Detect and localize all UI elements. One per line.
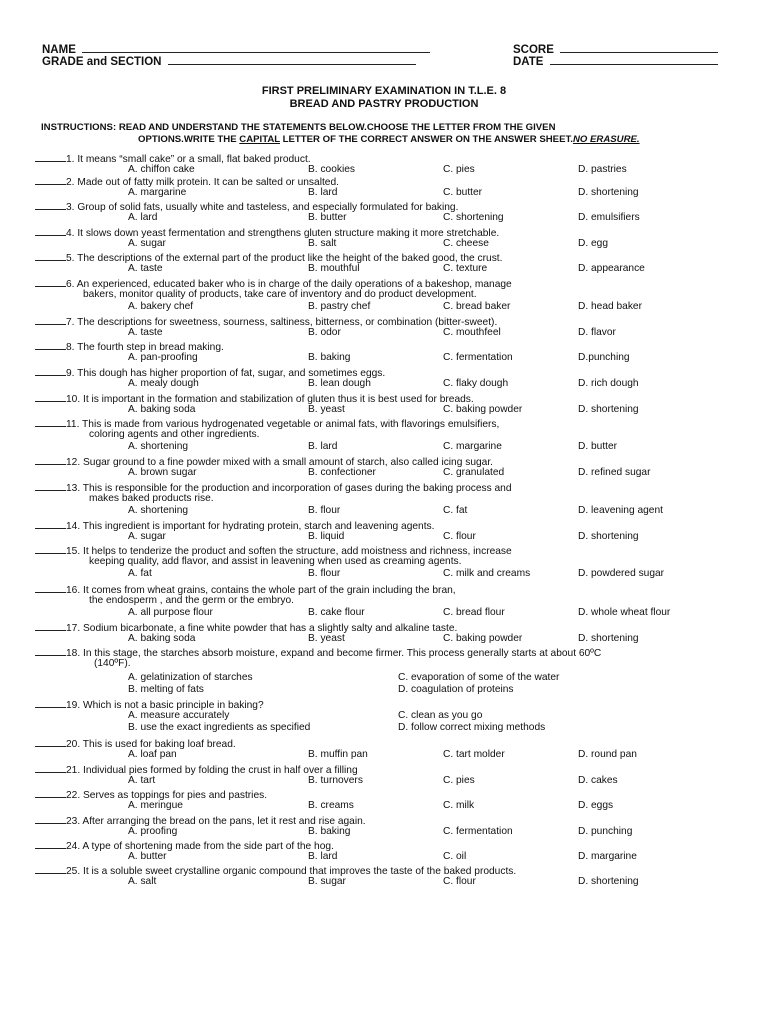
answer-blank[interactable] bbox=[35, 277, 66, 287]
question-text: 21. Individual pies formed by folding the crust in half over a filling bbox=[66, 765, 358, 776]
choice-b: B. yeast bbox=[308, 404, 345, 415]
question-text: 23. After arranging the bread on the pans, let it rest and rise again. bbox=[66, 816, 366, 827]
choice-a: A. butter bbox=[128, 851, 167, 862]
question-text-continued: makes baked products rise. bbox=[89, 493, 214, 504]
question-text: 18. In this stage, the starches absorb moisture, expand and become firmer. This process generally starts at about 60ºC bbox=[66, 648, 602, 659]
name-label: NAME bbox=[42, 44, 76, 56]
choice-a: A. lard bbox=[128, 212, 158, 223]
answer-blank[interactable] bbox=[35, 839, 66, 849]
instructions bbox=[41, 122, 741, 146]
choice-a: A. tart bbox=[128, 775, 156, 786]
choice-c: C. fermentation bbox=[443, 826, 513, 837]
choice-c: C. flaky dough bbox=[443, 378, 509, 389]
choice-a: A. brown sugar bbox=[128, 467, 197, 478]
answer-blank[interactable] bbox=[35, 226, 66, 236]
question-text-continued: the endosperm , and the germ or the embryo. bbox=[89, 595, 294, 606]
choice-b: B. odor bbox=[308, 327, 341, 338]
choice-c: C. butter bbox=[443, 187, 483, 198]
question-stem bbox=[35, 839, 334, 853]
answer-blank[interactable] bbox=[35, 814, 66, 824]
choice-c: C. milk bbox=[443, 800, 475, 811]
choice-d: D. head baker bbox=[578, 301, 642, 312]
choice-a: A. pan-proofing bbox=[128, 352, 198, 363]
question-text: 20. This is used for baking loaf bread. bbox=[66, 739, 236, 750]
choice-d: D. follow correct mixing methods bbox=[398, 722, 546, 733]
answer-blank[interactable] bbox=[35, 583, 66, 593]
question-text: 15. It helps to tenderize the product and soften the structure, add moistness and richness, increase bbox=[66, 546, 512, 557]
answer-blank[interactable] bbox=[35, 455, 66, 465]
choice-a: A. fat bbox=[128, 568, 152, 579]
choice-d: D. eggs bbox=[578, 800, 614, 811]
question-text: 11. This is made from various hydrogenated vegetable or animal fats, with flavorings emulsifiers, bbox=[66, 419, 500, 430]
choice-c: C. baking powder bbox=[443, 633, 523, 644]
choice-b: B. use the exact ingredients as specified bbox=[128, 722, 311, 733]
choice-c: C. milk and creams bbox=[443, 568, 531, 579]
choice-d: D. cakes bbox=[578, 775, 618, 786]
question-stem bbox=[35, 519, 434, 533]
answer-blank[interactable] bbox=[35, 646, 66, 656]
question-text: 10. It is important in the formation and stabilization of gluten thus it is best used for breads. bbox=[66, 394, 474, 405]
no-erasure-emphasis: NO ERASURE. bbox=[572, 134, 640, 145]
question-text: 17. Sodium bicarbonate, a fine white powder that has a slightly salty and alkaline taste. bbox=[66, 623, 458, 634]
choice-d: D. margarine bbox=[578, 851, 637, 862]
instructions-text: OPTIONS.WRITE THE bbox=[138, 134, 240, 145]
choice-b: B. turnovers bbox=[308, 775, 363, 786]
question-stem bbox=[35, 315, 497, 329]
answer-blank[interactable] bbox=[35, 392, 66, 402]
question-text-continued: coloring agents and other ingredients. bbox=[89, 429, 260, 440]
choice-d: D. flavor bbox=[578, 327, 616, 338]
choice-a: A. all purpose flour bbox=[128, 607, 213, 618]
choice-a: A. baking soda bbox=[128, 633, 196, 644]
choice-a: A. loaf pan bbox=[128, 749, 177, 760]
choice-c: C. fermentation bbox=[443, 352, 513, 363]
choice-a: A. taste bbox=[128, 327, 163, 338]
question-text: 13. This is responsible for the production and incorporation of gases during the baking process and bbox=[66, 483, 512, 494]
choice-a: A. chiffon cake bbox=[128, 164, 195, 175]
exam-subtitle: BREAD AND PASTRY PRODUCTION bbox=[289, 98, 479, 110]
choice-b: B. mouthful bbox=[308, 263, 360, 274]
choice-a: A. measure accurately bbox=[128, 710, 230, 721]
choice-d: D. powdered sugar bbox=[578, 568, 665, 579]
answer-blank[interactable] bbox=[35, 544, 66, 554]
instructions-line-2 bbox=[41, 134, 741, 146]
choice-c: C. pies bbox=[443, 164, 475, 175]
choice-b: B. yeast bbox=[308, 633, 345, 644]
choice-b: B. melting of fats bbox=[128, 684, 204, 695]
answer-blank[interactable] bbox=[35, 200, 66, 210]
choice-c: C. cheese bbox=[443, 238, 489, 249]
answer-blank[interactable] bbox=[35, 698, 66, 708]
choice-d: D. egg bbox=[578, 238, 609, 249]
answer-blank[interactable] bbox=[35, 763, 66, 773]
choice-b: B. lard bbox=[308, 187, 338, 198]
answer-blank[interactable] bbox=[35, 175, 66, 185]
question-stem bbox=[35, 251, 502, 265]
choice-b: B. sugar bbox=[308, 876, 346, 887]
question-text: 24. A type of shortening made from the side part of the hog. bbox=[66, 841, 334, 852]
choice-d: D. shortening bbox=[578, 187, 639, 198]
question-text: 6. An experienced, educated baker who is in charge of the daily operations of a bakeshop, manage bbox=[66, 279, 512, 290]
choice-a: A. taste bbox=[128, 263, 163, 274]
question-text: 16. It comes from wheat grains, contains the whole part of the grain including the bran, bbox=[66, 585, 456, 596]
choice-c: C. flour bbox=[443, 531, 476, 542]
choice-d: D. shortening bbox=[578, 633, 639, 644]
choice-b: B. lard bbox=[308, 851, 338, 862]
answer-blank[interactable] bbox=[35, 788, 66, 798]
question-text: 5. The descriptions of the external part of the product like the height of the baked good, the crust. bbox=[66, 253, 503, 264]
question-text: 7. The descriptions for sweetness, sourness, saltiness, bitterness, or combination (bitter-sweet). bbox=[66, 317, 498, 328]
choice-c: C. fat bbox=[443, 505, 468, 516]
choice-d: D. refined sugar bbox=[578, 467, 651, 478]
choice-c: C. bread flour bbox=[443, 607, 505, 618]
choice-c: C. evaporation of some of the water bbox=[398, 672, 560, 683]
question-stem bbox=[35, 226, 499, 240]
choice-c: C. flour bbox=[443, 876, 476, 887]
question-text-continued: (140ºF). bbox=[94, 658, 131, 669]
choice-a: A. bakery chef bbox=[128, 301, 194, 312]
question-stem bbox=[35, 175, 339, 189]
choice-a: A. proofing bbox=[128, 826, 178, 837]
choice-d: D. rich dough bbox=[578, 378, 639, 389]
grade-section-line[interactable] bbox=[168, 54, 416, 65]
answer-blank[interactable] bbox=[35, 417, 66, 427]
question-text: 25. It is a soluble sweet crystalline organic compound that improves the taste of the baked products. bbox=[66, 866, 517, 877]
answer-blank[interactable] bbox=[35, 481, 66, 491]
choice-c: C. shortening bbox=[443, 212, 504, 223]
choice-d: D. emulsifiers bbox=[578, 212, 640, 223]
date-line[interactable] bbox=[550, 54, 718, 65]
choice-b: B. cake flour bbox=[308, 607, 365, 618]
grade-section-label: GRADE and SECTION bbox=[42, 56, 162, 68]
choice-a: A. sugar bbox=[128, 238, 166, 249]
question-stem bbox=[35, 392, 474, 406]
choice-b: B. butter bbox=[308, 212, 347, 223]
choice-d: D.punching bbox=[578, 352, 630, 363]
choice-b: B. lean dough bbox=[308, 378, 371, 389]
choice-b: B. lard bbox=[308, 441, 338, 452]
choice-d: D. coagulation of proteins bbox=[398, 684, 514, 695]
question-text: 8. The fourth step in bread making. bbox=[66, 342, 224, 353]
choice-b: B. salt bbox=[308, 238, 337, 249]
answer-blank[interactable] bbox=[35, 864, 66, 874]
choice-c: C. pies bbox=[443, 775, 475, 786]
date-field bbox=[513, 54, 718, 68]
date-label: DATE bbox=[513, 56, 544, 68]
choice-c: C. baking powder bbox=[443, 404, 523, 415]
answer-blank[interactable] bbox=[35, 519, 66, 529]
choice-a: A. mealy dough bbox=[128, 378, 199, 389]
choice-c: C. granulated bbox=[443, 467, 505, 478]
score-label: SCORE bbox=[513, 44, 554, 56]
choice-b: B. baking bbox=[308, 352, 351, 363]
choice-c: C. texture bbox=[443, 263, 488, 274]
choice-d: D. butter bbox=[578, 441, 618, 452]
choice-b: B. pastry chef bbox=[308, 301, 371, 312]
grade-section-field bbox=[42, 54, 416, 68]
choice-b: B. baking bbox=[308, 826, 351, 837]
choice-a: A. salt bbox=[128, 876, 157, 887]
choice-a: A. shortening bbox=[128, 441, 189, 452]
answer-blank[interactable] bbox=[35, 366, 66, 376]
choice-b: B. creams bbox=[308, 800, 354, 811]
choice-c: C. mouthfeel bbox=[443, 327, 501, 338]
choice-b: B. cookies bbox=[308, 164, 355, 175]
choice-c: C. margarine bbox=[443, 441, 502, 452]
answer-blank[interactable] bbox=[35, 340, 66, 350]
choice-a: A. margarine bbox=[128, 187, 187, 198]
choice-c: C. clean as you go bbox=[398, 710, 483, 721]
answer-blank[interactable] bbox=[35, 251, 66, 261]
choice-a: A. meringue bbox=[128, 800, 183, 811]
question-text: 12. Sugar ground to a fine powder mixed with a small amount of starch, also called icing sugar. bbox=[66, 457, 493, 468]
question-text: 22. Serves as toppings for pies and pastries. bbox=[66, 790, 268, 801]
choice-d: D. punching bbox=[578, 826, 633, 837]
question-text: 9. This dough has higher proportion of fat, sugar, and sometimes eggs. bbox=[66, 368, 386, 379]
answer-blank[interactable] bbox=[35, 152, 66, 162]
instructions-line-1: INSTRUCTIONS: READ AND UNDERSTAND THE STATEMENTS BELOW.CHOOSE THE LETTER FROM THE GIVEN bbox=[41, 122, 556, 133]
answer-blank[interactable] bbox=[35, 621, 66, 631]
choice-a: A. baking soda bbox=[128, 404, 196, 415]
question-stem bbox=[35, 455, 493, 469]
question-text: 3. Group of solid fats, usually white and tasteless, and especially formulated for baking. bbox=[66, 202, 459, 213]
choice-d: D. shortening bbox=[578, 531, 639, 542]
score-line[interactable] bbox=[560, 42, 718, 53]
choice-b: B. liquid bbox=[308, 531, 345, 542]
choice-c: C. tart molder bbox=[443, 749, 505, 760]
answer-blank[interactable] bbox=[35, 315, 66, 325]
question-text: 19. Which is not a basic principle in baking? bbox=[66, 700, 264, 711]
choice-b: B. flour bbox=[308, 505, 341, 516]
choice-a: A. gelatinization of starches bbox=[128, 672, 253, 683]
question-text-continued: keeping quality, add flavor, and assist in leavening when used as creaming agents. bbox=[89, 556, 462, 567]
choice-c: C. oil bbox=[443, 851, 467, 862]
choice-d: D. round pan bbox=[578, 749, 637, 760]
question-text-continued: bakers, monitor quality of products, take care of inventory and do product development. bbox=[83, 289, 477, 300]
choice-d: D. whole wheat flour bbox=[578, 607, 671, 618]
choice-d: D. pastries bbox=[578, 164, 627, 175]
choice-d: D. appearance bbox=[578, 263, 645, 274]
choice-a: A. shortening bbox=[128, 505, 189, 516]
name-line[interactable] bbox=[82, 42, 430, 53]
question-text: 4. It slows down yeast fermentation and strengthens gluten structure making it more stretchable. bbox=[66, 228, 500, 239]
instructions-text-end: LETTER OF THE CORRECT ANSWER ON THE ANSWER SHEET. bbox=[279, 134, 573, 145]
question-text: 1. It means “small cake” or a small, flat baked product. bbox=[66, 154, 311, 165]
exam-title: FIRST PRELIMINARY EXAMINATION IN T.L.E. 8 bbox=[261, 85, 507, 97]
choice-b: B. flour bbox=[308, 568, 341, 579]
question-stem bbox=[35, 621, 457, 635]
choice-d: D. leavening agent bbox=[578, 505, 663, 516]
choice-c: C. bread baker bbox=[443, 301, 511, 312]
answer-blank[interactable] bbox=[35, 737, 66, 747]
choice-b: B. confectioner bbox=[308, 467, 376, 478]
question-text: 2. Made out of fatty milk protein. It can be salted or unsalted. bbox=[66, 177, 339, 188]
question-stem bbox=[35, 200, 458, 214]
choice-d: D. shortening bbox=[578, 404, 639, 415]
capital-emphasis: CAPITAL bbox=[239, 134, 280, 145]
question-text: 14. This ingredient is important for hydrating protein, starch and leavening agents. bbox=[66, 521, 435, 532]
choice-d: D. shortening bbox=[578, 876, 639, 887]
choice-b: B. muffin pan bbox=[308, 749, 368, 760]
choice-a: A. sugar bbox=[128, 531, 166, 542]
